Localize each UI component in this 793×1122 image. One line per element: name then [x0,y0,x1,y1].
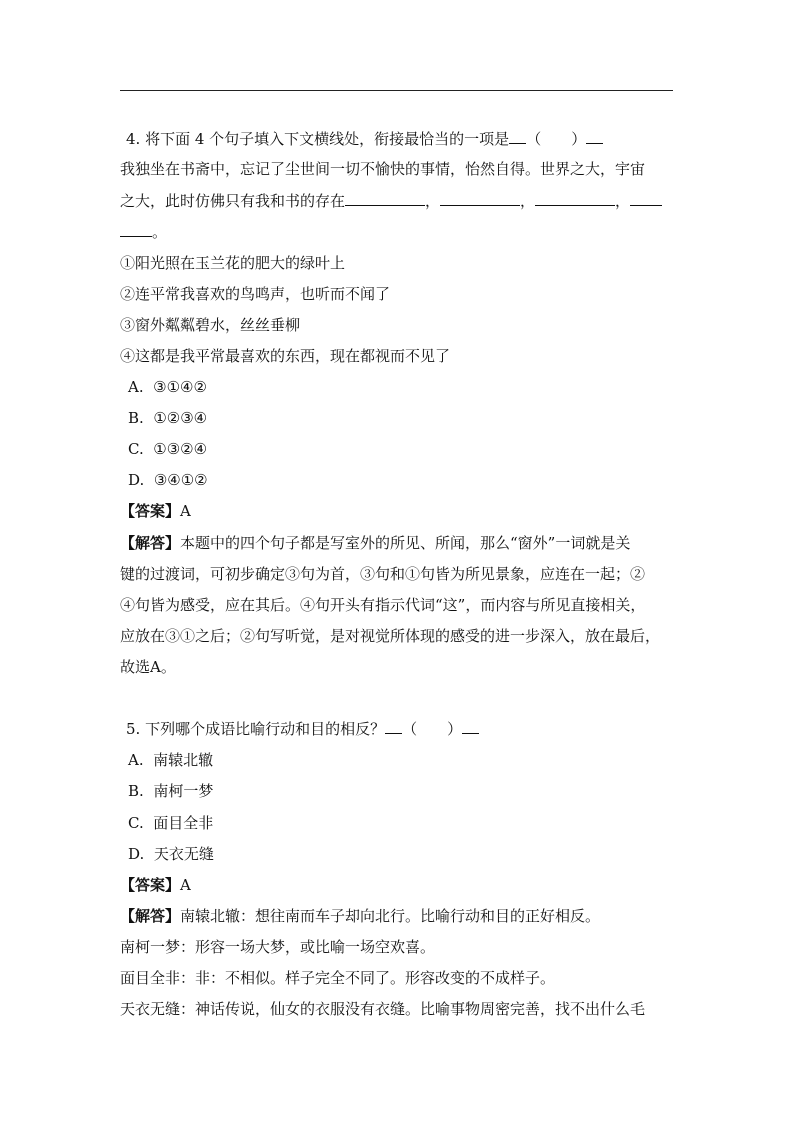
answer-label: 【答案】 [120,502,181,520]
answer-value: A [180,502,191,520]
q4-option-b: B. ①②③④ [128,409,208,427]
q4-sentence-2: ②连平常我喜欢的鸟鸣声，也听而不闻了 [120,285,391,303]
answer-blank [586,128,603,144]
q5-stem [126,718,479,739]
q5-explain-line-2: 南柯一梦：形容一场大梦，或比喻一场空欢喜。 [120,938,436,956]
q4-number: 4. [126,130,141,148]
explain-label: 【解答】 [120,907,181,925]
q5-explain-line-3: 面目全非：非：不相似。样子完全不同了。形容改变的不成样子。 [120,969,556,987]
q4-option-d: D. ③④①② [128,471,208,489]
answer-blank [385,718,402,734]
q5-stem-text: 下列哪个成语比喻行动和目的相反？ [145,720,386,738]
q4-explain-line-3: ④句皆为感受，应在其后。④句开头有指示代词“这”，而内容与所见直接相关， [120,596,646,614]
q4-sentence-3: ③窗外粼粼碧水，丝丝垂柳 [120,316,301,334]
q4-passage-text: 之大，此时仿佛只有我和书的存在 [120,192,346,210]
q4-explain-line-2: 键的过渡词，可初步确定③句为首，③句和①句皆为所见景象，应连在一起；② [120,565,646,583]
q5-option-b: B. 南柯一梦 [128,782,214,800]
q4-option-a: A. ③①④② [128,378,207,396]
q4-stem [126,128,603,149]
q5-explain-line-1: 【解答】南辕北辙：想往南而车子却向北行。比喻行动和目的正好相反。 [120,907,601,925]
explain-label: 【解答】 [120,534,181,552]
q5-option-d: D. 天衣无缝 [128,845,214,863]
fill-blank [120,221,152,237]
q4-passage-line-3: 。 [120,221,167,242]
fill-blank [630,190,662,206]
q4-sentence-1: ①阳光照在玉兰花的肥大的绿叶上 [120,254,346,272]
q5-number: 5. [126,720,141,738]
q5-answer [120,875,191,895]
fill-blank [345,190,425,206]
q5-option-c: C. 面目全非 [128,814,214,832]
q5-option-a: A. 南辕北辙 [128,751,214,769]
fill-blank [535,190,615,206]
q4-paren: （ ） [526,130,587,148]
q5-paren: （ ） [402,720,463,738]
q4-option-c: C. ①③②④ [128,440,208,458]
q4-sentence-4: ④这都是我平常最喜欢的东西，现在都视而不见了 [120,347,451,365]
answer-value: A [180,876,191,894]
q4-passage-line-1: 我独坐在书斋中，忘记了尘世间一切不愉快的事情，怡然自得。世界之大，宇宙 [120,160,646,178]
q4-explain-line-4: 应放在③①之后；②句写听觉，是对视觉所体现的感受的进一步深入，放在最后， [120,627,661,645]
q5-explain-line-4: 天衣无缝：神话传说，仙女的衣服没有衣缝。比喻事物周密完善，找不出什么毛 [120,1000,646,1018]
q4-explain-line-1: 【解答】本题中的四个句子都是写室外的所见、所闻，那么“窗外”一词就是关 [120,534,631,552]
q4-stem-text: 将下面 4 个句子填入下文横线处，衔接最恰当的一项是 [145,130,510,148]
answer-blank [509,128,526,144]
q4-passage-line-2: 之大，此时仿佛只有我和书的存在 ， ， ， [120,190,662,211]
fill-blank [440,190,520,206]
q4-answer [120,501,191,521]
q4-explain-line-5: 故选A。 [120,658,176,676]
answer-label: 【答案】 [120,876,181,894]
answer-blank [462,718,479,734]
header-rule [120,90,673,91]
